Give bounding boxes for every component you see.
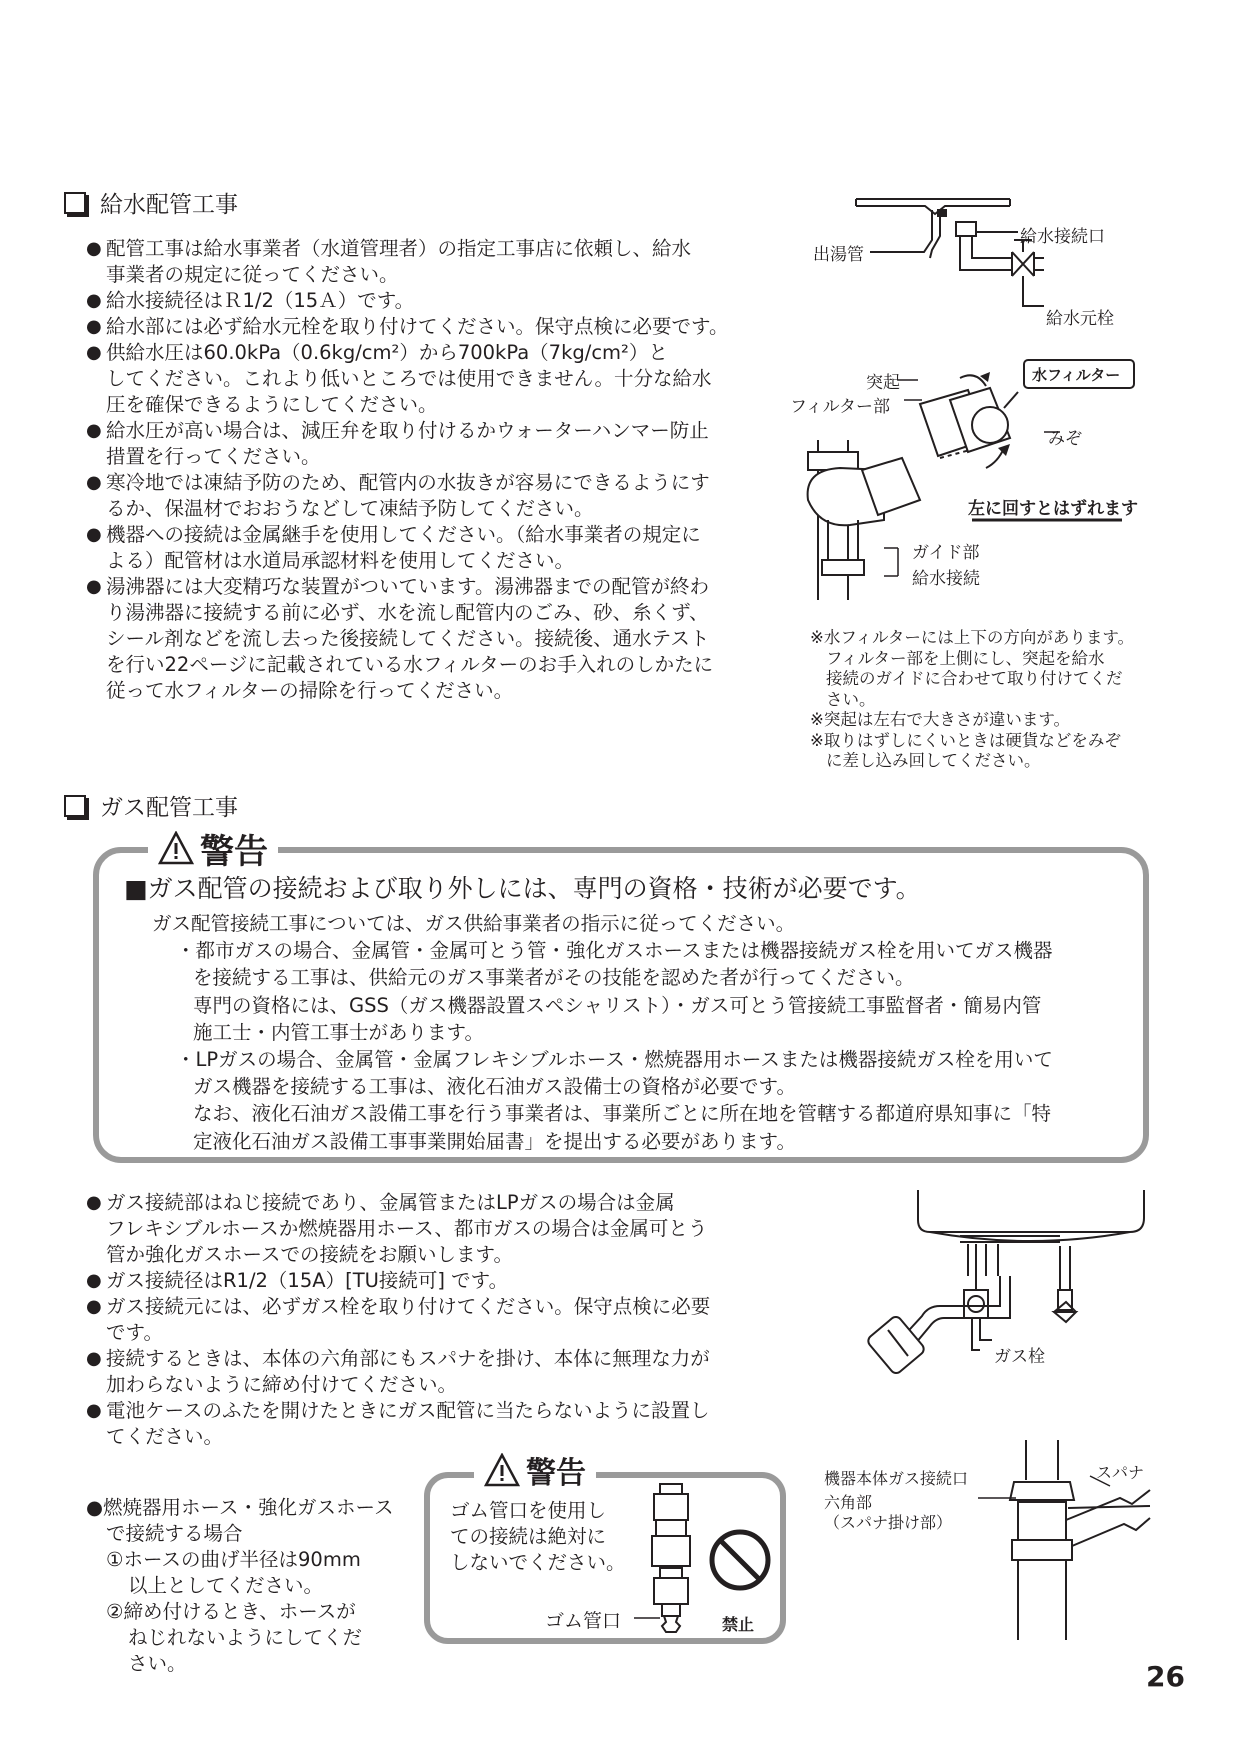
warning-title-text: 警告 xyxy=(200,831,268,872)
water-bullet-item-line: るか、保温材でおおうなどして凍結予防してください。 xyxy=(106,497,594,520)
water-bullet-item-line: 従って水フィルターの掃除を行ってください。 xyxy=(106,679,514,702)
spanner-label: スパナ xyxy=(1096,1463,1145,1482)
water-bullet-item-line: してください。これより低いところでは使用できません。十分な給水 xyxy=(106,367,712,390)
hex-part-label: 六角部 xyxy=(824,1493,873,1512)
water-bullet-item-line: ● 寒冷地では凍結予防のため、配管内の水抜きが容易にできるようにす xyxy=(106,471,710,494)
water-bullet-item-line: を行い22ページに記載されている水フィルターのお手入れのしかたに xyxy=(106,653,714,676)
warning-line: 定液化石油ガス設備工事事業開始届書」を提出する必要があります。 xyxy=(193,1129,796,1153)
gas-bullet-item-line: ● ガス接続元には、必ずガス栓を取り付けてください。保守点検に必要 xyxy=(106,1295,711,1318)
gas-bullet-item-line: ● 接続するときは、本体の六角部にもスパナを掛け、本体に無理な力が xyxy=(106,1347,710,1370)
gas-bullet-item-line: ● ガス接続部はねじ接続であり、金属管またはLPガスの場合は金属 xyxy=(106,1191,675,1214)
prohibited-label: 禁止 xyxy=(722,1615,755,1634)
warning-line: なお、液化石油ガス設備工事を行う事業者は、事業所ごとに所在地を管轄する都道府県知事に「特 xyxy=(193,1102,1052,1126)
guide-part-label: ガイド部 xyxy=(912,543,980,563)
water-filter-badge: 水フィルター xyxy=(1032,366,1121,384)
water-valve-label: 給水元栓 xyxy=(1046,309,1114,329)
hose-item-line: ①ホースの曲げ半径は90mm xyxy=(106,1548,361,1571)
water-bullet-item-line: り湯沸器に接続する前に必ず、水を流し配管内のごみ、砂、糸くず、 xyxy=(106,601,709,624)
gas-inlet-label: 機器本体ガス接続口 xyxy=(824,1469,969,1488)
rubber-warning-line: しないでください。 xyxy=(450,1551,626,1574)
water-bullet-item-line: ● 給水接続径はＲ1/2（15Ａ）です。 xyxy=(106,289,415,312)
gas-bullet-item-line: ● ガス接続径はR1/2（15A）[TU接続可] です。 xyxy=(106,1269,509,1292)
warning-line: 専門の資格には、GSS（ガス機器設置スペシャリスト）・ガス可とう管接続工事監督者・簡易内管 xyxy=(193,993,1042,1017)
gas-bullet-item-line: ● 電池ケースのふたを開けたときにガス配管に当たらないように設置し xyxy=(106,1399,710,1422)
warning-line: ガス機器を接続する工事は、液化石油ガス設備士の資格が必要です。 xyxy=(193,1075,796,1099)
hose-lead-line: ●燃焼器用ホース・強化ガスホース xyxy=(86,1496,394,1519)
gas-bullet-item-line: 加わらないように締め付けてください。 xyxy=(106,1373,458,1396)
spanner-hook-label: （スパナ掛け部） xyxy=(824,1513,953,1532)
rubber-warning-line: ての接続は絶対に xyxy=(450,1525,607,1548)
hose-item-line: ②締め付けるとき、ホースが xyxy=(106,1600,356,1623)
water-connection-label: 給水接続 xyxy=(912,569,980,589)
groove-label: みぞ xyxy=(1048,429,1082,449)
hot-water-outlet-label: 出湯管 xyxy=(813,245,864,265)
note-line: ※水フィルターには上下の方向があります。 xyxy=(810,628,1135,647)
gas-valve-label: ガス栓 xyxy=(994,1347,1045,1367)
note-line: ※突起は左右で大きさが違います。 xyxy=(810,710,1071,729)
water-bullet-item-line: ● 配管工事は給水事業者（水道管理者）の指定工事店に依頼し、給水 xyxy=(106,237,692,260)
water-bullet-item-line: ● 給水部には必ず給水元栓を取り付けてください。保守点検に必要です。 xyxy=(106,315,729,338)
rubber-port-label: ゴム管口 xyxy=(545,1610,622,1632)
gas-bullet-item-line: 管か強化ガスホースでの接続をお願いします。 xyxy=(106,1243,513,1266)
water-inlet-label: 給水接続口 xyxy=(1020,227,1105,247)
hose-item-line: さい。 xyxy=(128,1652,187,1675)
water-bullet-item-line: 事業者の規定に従ってください。 xyxy=(106,263,399,286)
gas-bullet-item-line: フレキシブルホースか燃焼器用ホース、都市ガスの場合は金属可とう xyxy=(106,1217,708,1240)
page-number: 26 xyxy=(1146,1660,1185,1693)
gas-bullet-item-line: です。 xyxy=(106,1321,163,1344)
hose-item-line: ねじれないようにしてくだ xyxy=(128,1626,363,1649)
warning-line: ガス配管接続工事については、ガス供給事業者の指示に従ってください。 xyxy=(152,912,796,935)
water-bullet-item-line: ● 供給水圧は60.0kPa（0.6kg/cm²）から700kPa（7kg/cm²）と xyxy=(106,341,668,364)
note-line: に差し込み回してください。 xyxy=(826,751,1041,770)
warning-line: ・LPガスの場合、金属管・金属フレキシブルホース・燃焼器用ホースまたは機器接続ガス栓を用いて xyxy=(176,1048,1053,1071)
filter-part-label: フィルター部 xyxy=(790,397,890,417)
water-bullet-item-line: シール剤などを流し去った後接続してください。接続後、通水テスト xyxy=(106,627,710,650)
water-bullet-item-line: 圧を確保できるようにしてください。 xyxy=(106,393,438,416)
water-bullet-item-line: ● 湯沸器には大変精巧な装置がついています。湯沸器までの配管が終わ xyxy=(106,575,709,598)
water-bullet-item-line: 措置を行ってください。 xyxy=(106,445,321,468)
protrusion-label: 突起 xyxy=(866,373,900,393)
note-line: ※取りはずしにくいときは硬貨などをみぞ xyxy=(810,730,1121,750)
gas-bullet-item-line: てください。 xyxy=(106,1425,224,1448)
water-heading-text: 給水配管工事 xyxy=(100,192,238,218)
warning-line: ・都市ガスの場合、金属管・金属可とう管・強化ガスホースまたは機器接続ガス栓を用いてガス機器 xyxy=(176,939,1053,963)
gas-warning-main: ■ガス配管の接続および取り外しには、専門の資格・技術が必要です。 xyxy=(124,874,921,903)
note-line: フィルター部を上側にし、突起を給水 xyxy=(826,648,1105,668)
water-bullet-item-line: よる）配管材は水道局承認材料を使用してください。 xyxy=(106,549,575,572)
rubber-warning-title-text: 警告 xyxy=(526,1456,586,1491)
hose-lead-line: で接続する場合 xyxy=(106,1522,243,1545)
note-line: 接続のガイドに合わせて取り付けてくだ xyxy=(826,669,1123,688)
warning-line: を接続する工事は、供給元のガス事業者がその技能を認めた者が行ってください。 xyxy=(193,966,915,990)
hose-item-line: 以上としてください。 xyxy=(128,1574,324,1597)
rubber-warning-line: ゴム管口を使用し xyxy=(450,1499,607,1522)
water-bullet-item-line: ● 給水圧が高い場合は、減圧弁を取り付けるかウォーターハンマー防止 xyxy=(106,419,709,442)
note-line: さい。 xyxy=(826,689,876,709)
warning-line: 施工士・内管工事士があります。 xyxy=(193,1020,484,1044)
turn-left-instruction: 左に回すとはずれます xyxy=(968,499,1138,519)
gas-heading-text: ガス配管工事 xyxy=(100,795,238,821)
water-bullet-item-line: ● 機器への接続は金属継手を使用してください。（給水事業者の規定に xyxy=(106,523,701,546)
